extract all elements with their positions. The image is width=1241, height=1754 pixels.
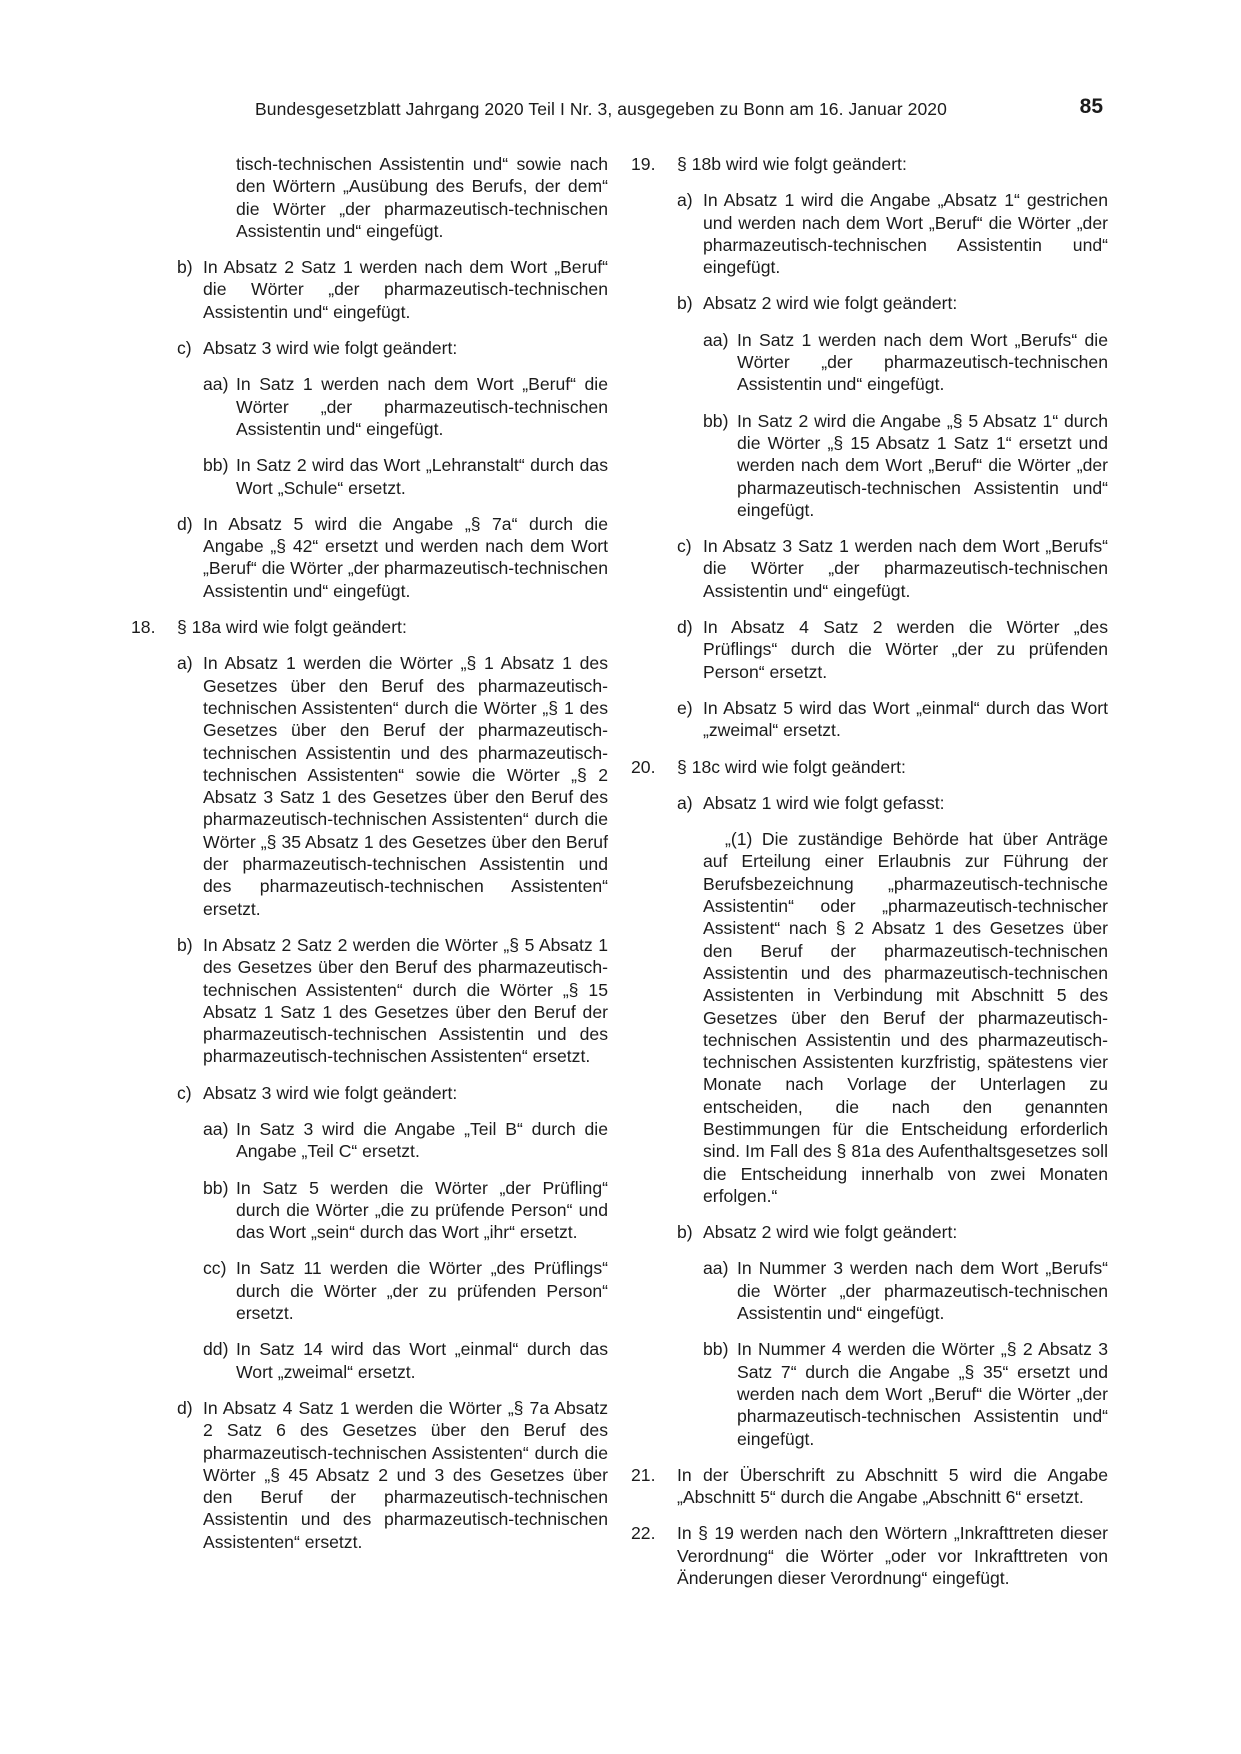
item-text: Absatz 1 wird wie folgt gefasst:: [703, 792, 945, 813]
item-text: § 18b wird wie folgt geändert:: [677, 154, 907, 174]
item-text: In Absatz 5 wird die Angabe „§ 7a“ durch die Angabe „§ 42“ ersetzt und werden nach dem Wort „Beruf“ die Wörter „der pharmazeutisch-technischen Assistentin und“ eingefügt.: [203, 513, 608, 601]
item-20: [631, 756, 1108, 778]
item-label: b): [177, 257, 193, 278]
item-20b-aa: [631, 1257, 1108, 1324]
item-number: 22.: [631, 1523, 656, 1544]
item-18c-cc: [131, 1257, 608, 1324]
left-column: [131, 153, 608, 1553]
item-number: 19.: [631, 154, 656, 174]
item-18c: [131, 1082, 608, 1104]
item-text: In Satz 2 wird das Wort „Lehranstalt“ durch das Wort „Schule“ ersetzt.: [236, 455, 608, 498]
item-label: bb): [203, 455, 229, 476]
item-label: a): [677, 792, 693, 813]
item-label: aa): [203, 374, 229, 395]
item-text: Absatz 2 wird wie folgt geändert:: [703, 1222, 958, 1243]
item-18d: [131, 1397, 608, 1553]
item-text: In Absatz 1 wird die Angabe „Absatz 1“ gestrichen und werden nach dem Wort „Beruf“ die Wörter „der pharmazeutisch-technischen Assistentin und“ eingefügt.: [703, 190, 1108, 278]
item-19d: [631, 616, 1108, 683]
item-18c-aa: [131, 1118, 608, 1163]
item-label: bb): [203, 1177, 229, 1198]
item-text: § 18c wird wie folgt geändert:: [677, 756, 906, 777]
item-label: c): [677, 536, 692, 557]
item-18c-bb: [131, 1177, 608, 1244]
item-label: aa): [703, 329, 729, 350]
item-label: bb): [703, 1339, 729, 1360]
item-text: Absatz 2 wird wie folgt geändert:: [703, 293, 958, 314]
item-label: aa): [203, 1118, 229, 1139]
item-text: In Absatz 5 wird das Wort „einmal“ durch das Wort „zweimal“ ersetzt.: [703, 697, 1108, 741]
item-text: In Nummer 3 werden nach dem Wort „Berufs“ die Wörter „der pharmazeutisch-technischen Assistentin und“ eingefügt.: [737, 1258, 1108, 1324]
item-text: In Absatz 4 Satz 1 werden die Wörter „§ 7a Absatz 2 Satz 6 des Gesetzes über den Beruf des pharmazeutisch-technischen Assistenten“ durch die Wörter „§ 45 Absatz 2 und 3 des Gesetzes über den Beruf der pharmazeutisch-technischen Assistentin und des pharmazeutisch-technischen Assistenten“ ersetzt.: [203, 1397, 608, 1552]
item-label: d): [177, 1397, 193, 1418]
item-text: In Nummer 4 werden die Wörter „§ 2 Absatz 3 Satz 7“ durch die Angabe „§ 35“ ersetzt und werden nach dem Wort „Beruf“ die Wörter „der pharmazeutisch-technischen Assistentin und“ eingefügt.: [737, 1339, 1108, 1449]
quoted-paragraph: „(1) Die zuständige Behörde hat über Anträge auf Erteilung einer Erlaubnis zur Führung der Berufsbezeichnung „pharmazeutisch-technische Assistentin“ oder „pharmazeutisch-technischer Assistent“ nach § 2 Absatz 1 des Gesetzes über den Beruf der pharmazeutisch-technischen Assistentin und des pharmazeutisch-technischen Assistenten in Verbindung mit Abschnitt 5 des Gesetzes über den Beruf der pharmazeutisch-technischen Assistentin und des pharmazeutisch-technischen Assistenten kurzfristig, spätestens vier Monate nach Vorlage der Unterlagen zu entscheiden, die nach den genannten Bestimmungen für die Entscheidung erforderlich sind. Im Fall des § 81a des Aufenthaltsgesetzes soll die Entscheidung innerhalb von zwei Monaten erfolgen.“: [703, 829, 1108, 1206]
item-20a: [631, 792, 1108, 814]
item-label: aa): [703, 1258, 729, 1279]
item-21: [631, 1464, 1108, 1509]
item-text: In Satz 5 werden die Wörter „der Prüfling“ durch die Wörter „die zu prüfende Person“ und das Wort „sein“ durch das Wort „ihr“ ersetzt.: [236, 1177, 608, 1243]
right-column: [631, 153, 1108, 1589]
continued-text: tisch-technischen Assistentin und“ sowie nach den Wörtern „Ausübung des Berufs, der dem“ die Wörter „der pharmazeutisch-technischen Assistentin und“ eingefügt.: [236, 154, 608, 241]
item-20b-bb: [631, 1338, 1108, 1449]
item-number: 18.: [131, 617, 156, 638]
item-text: In Absatz 3 Satz 1 werden nach dem Wort „Berufs“ die Wörter „der pharmazeutisch-technischen Assistentin und“ eingefügt.: [703, 536, 1108, 601]
item-text: In Absatz 1 werden die Wörter „§ 1 Absatz 1 des Gesetzes über den Beruf des pharmazeutisch-technischen Assistenten“ durch die Wörter „§ 1 des Gesetzes über den Beruf der pharmazeutisch-technischen Assistentin und des pharmazeutisch-technischen Assistenten“ sowie die Wörter „§ 2 Absatz 3 Satz 1 des Gesetzes über den Beruf des pharmazeutisch-technischen Assistenten“ durch die Wörter „§ 35 Absatz 1 des Gesetzes über den Beruf der pharmazeutisch-technischen Assistentin und des pharmazeutisch-technischen Assistenten“ ersetzt.: [203, 653, 608, 919]
item-17b: [131, 256, 608, 323]
item-number: 21.: [631, 1464, 656, 1485]
item-label: c): [177, 338, 192, 359]
item-19b: [631, 292, 1108, 314]
item-label: e): [677, 697, 693, 718]
item-17d: [131, 513, 608, 602]
item-20b: [631, 1221, 1108, 1243]
item-text: In Satz 11 werden die Wörter „des Prüflings“ durch die Wörter „der zu prüfenden Person“ ersetzt.: [236, 1258, 608, 1324]
item-text: In Absatz 4 Satz 2 werden die Wörter „des Prüflings“ durch die Wörter „der zu prüfenden Person“ ersetzt.: [703, 617, 1108, 682]
item-text: In Absatz 2 Satz 1 werden nach dem Wort „Beruf“ die Wörter „der pharmazeutisch-technischen Assistentin und“ eingefügt.: [203, 257, 608, 322]
item-label: c): [177, 1082, 192, 1103]
item-text: In Satz 1 werden nach dem Wort „Berufs“ die Wörter „der pharmazeutisch-technischen Assistentin und“ eingefügt.: [737, 329, 1108, 395]
item-19e: [631, 697, 1108, 742]
item-22: [631, 1522, 1108, 1589]
item-19b-aa: [631, 329, 1108, 396]
item-19a: [631, 189, 1108, 278]
item-text: In der Überschrift zu Abschnitt 5 wird die Angabe „Abschnitt 5“ durch die Angabe „Abschnitt 6“ ersetzt.: [677, 1464, 1108, 1508]
gazette-title: Bundesgesetzblatt Jahrgang 2020 Teil I Nr. 3, ausgegeben zu Bonn am 16. Januar 2020: [255, 99, 947, 119]
item-label: a): [677, 190, 693, 211]
item-text: Absatz 3 wird wie folgt geändert:: [203, 1082, 458, 1103]
item-label: a): [177, 653, 193, 674]
item-17c-aa: [131, 373, 608, 440]
page-number: 85: [1079, 95, 1103, 118]
item-label: d): [177, 513, 193, 534]
item-label: dd): [203, 1339, 229, 1360]
item-text: Absatz 3 wird wie folgt geändert:: [203, 338, 458, 359]
item-text: § 18a wird wie folgt geändert:: [177, 617, 407, 638]
item-18b: [131, 934, 608, 1068]
item-19: [631, 153, 1108, 175]
item-17c: [131, 337, 608, 359]
item-text: In Satz 3 wird die Angabe „Teil B“ durch die Angabe „Teil C“ ersetzt.: [236, 1118, 608, 1162]
item-18a: [131, 652, 608, 920]
item-text: In Satz 14 wird das Wort „einmal“ durch das Wort „zweimal“ ersetzt.: [236, 1339, 608, 1382]
item-label: b): [677, 293, 693, 314]
item-18c-dd: [131, 1338, 608, 1383]
item-19b-bb: [631, 410, 1108, 521]
item-17c-bb: [131, 454, 608, 499]
item-label: cc): [203, 1258, 227, 1279]
item-label: b): [677, 1222, 693, 1243]
item-label: bb): [703, 410, 729, 431]
item-text: In Satz 2 wird die Angabe „§ 5 Absatz 1“ durch die Wörter „§ 15 Absatz 1 Satz 1“ ersetzt und werden nach dem Wort „Beruf“ die Wörter „der pharmazeutisch-technischen Assistentin und“ eingefügt.: [737, 410, 1108, 520]
page-header: [255, 95, 1103, 129]
item-label: d): [677, 617, 693, 638]
item-number: 20.: [631, 756, 656, 777]
item-19c: [631, 535, 1108, 602]
item-text: In Satz 1 werden nach dem Wort „Beruf“ die Wörter „der pharmazeutisch-technischen Assistentin und“ eingefügt.: [236, 374, 608, 439]
item-label: b): [177, 934, 193, 955]
item-18: [131, 616, 608, 638]
item-text: In Absatz 2 Satz 2 werden die Wörter „§ 5 Absatz 1 des Gesetzes über den Beruf des pharmazeutisch-technischen Assistenten“ durch die Wörter „§ 15 Absatz 1 Satz 1 des Gesetzes über den Beruf der pharmazeutisch-technischen Assistentin und des pharmazeutisch-technischen Assistenten“ ersetzt.: [203, 934, 608, 1067]
item-text: In § 19 werden nach den Wörtern „Inkrafttreten dieser Verordnung“ die Wörter „oder vor Inkrafttreten von Änderungen dieser Verordnung“ eingefügt.: [677, 1523, 1108, 1589]
